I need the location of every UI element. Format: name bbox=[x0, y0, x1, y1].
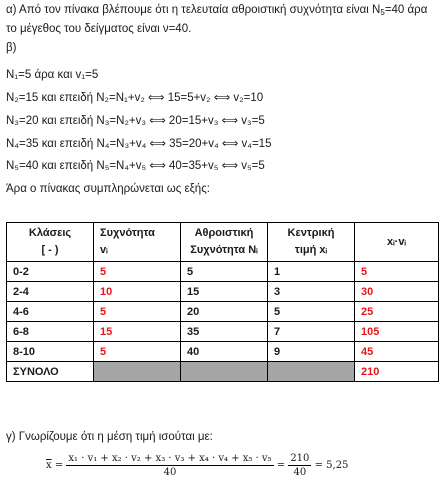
mean-symbol: $\overline{x}$ bbox=[46, 460, 52, 471]
part-c-line: γ) Γνωρίζουμε ότι η μέση τιμή ισούται με: bbox=[6, 431, 213, 443]
cell-center: 3 bbox=[268, 282, 355, 302]
cell-center: 7 bbox=[268, 322, 355, 342]
cell-frequency: 5 bbox=[94, 342, 181, 362]
mean-formula: $\overline{x}$ = $\frac{\text{x₁ · v₁ + x₂ · v₂ + x₃ · v₃ + x₄ · v₄ + x₅ · v₅}}{40}$ = $\frac{210}{40}$ = 5,25 bbox=[46, 453, 349, 478]
table-row bbox=[7, 282, 439, 302]
part-a-line-2: το μέγεθος του δείγματος είναι ν=40. bbox=[6, 23, 192, 35]
table-header-row bbox=[7, 223, 439, 262]
fraction-result bbox=[288, 453, 311, 478]
mean-result: = 5,25 bbox=[314, 460, 349, 471]
fraction-result-numerator: 210 bbox=[290, 453, 310, 464]
total-value: 210 bbox=[355, 362, 439, 382]
gray-cell bbox=[181, 362, 268, 382]
frequency-table bbox=[6, 222, 439, 382]
cell-cumulative: 35 bbox=[181, 322, 268, 342]
cell-frequency: 15 bbox=[94, 322, 181, 342]
cell-center: 1 bbox=[268, 262, 355, 282]
table-row bbox=[7, 262, 439, 282]
table-row bbox=[7, 322, 439, 342]
fraction-numerator: x₁ · v₁ + x₂ · v₂ + x₃ · v₃ + x₄ · v₄ + x₅ · v₅ bbox=[68, 453, 272, 464]
cell-product: 25 bbox=[355, 302, 439, 322]
equation-1: N₁=5 άρα και v₁=5 bbox=[6, 69, 99, 81]
cell-class: 0-2 bbox=[7, 262, 94, 282]
header-frequency: Συχνότητα vᵢ bbox=[94, 223, 181, 262]
header-classes: Κλάσεις [ - ) bbox=[7, 223, 94, 262]
cell-frequency: 5 bbox=[94, 262, 181, 282]
cell-class: 6-8 bbox=[7, 322, 94, 342]
total-label: ΣΥΝΟΛΟ bbox=[7, 362, 94, 382]
header-center: Κεντρική τιμή xᵢ bbox=[268, 223, 355, 262]
equation-3: N₃=20 και επειδή N₃=N₂+v₃ ⟺ 20=15+v₃ ⟺ v₃=5 bbox=[6, 115, 265, 127]
cell-cumulative: 15 bbox=[181, 282, 268, 302]
cell-cumulative: 20 bbox=[181, 302, 268, 322]
cell-class: 2-4 bbox=[7, 282, 94, 302]
cell-cumulative: 5 bbox=[181, 262, 268, 282]
cell-product: 5 bbox=[355, 262, 439, 282]
fraction-denominator: 40 bbox=[163, 467, 177, 478]
cell-frequency: 10 bbox=[94, 282, 181, 302]
table-row bbox=[7, 302, 439, 322]
header-product: xᵢ·vᵢ bbox=[355, 223, 439, 262]
part-b-label: β) bbox=[6, 42, 17, 54]
cell-cumulative: 40 bbox=[181, 342, 268, 362]
part-a-line-1: α) Από τον πίνακα βλέπουμε ότι η τελευταία αθροιστική συχνότητα είναι $N_5=40$ άρα bbox=[6, 4, 428, 17]
header-cumulative: Αθροιστική Συχνότητα Nᵢ bbox=[181, 223, 268, 262]
cell-center: 9 bbox=[268, 342, 355, 362]
table-intro: Άρα ο πίνακας συμπληρώνεται ως εξής: bbox=[6, 183, 210, 195]
gray-cell bbox=[268, 362, 355, 382]
cell-product: 45 bbox=[355, 342, 439, 362]
cell-frequency: 5 bbox=[94, 302, 181, 322]
table-row bbox=[7, 342, 439, 362]
equation-2: N₂=15 και επειδή N₂=N₁+v₂ ⟺ 15=5+v₂ ⟺ v₂=10 bbox=[6, 92, 264, 104]
cell-class: 4-6 bbox=[7, 302, 94, 322]
equation-4: N₄=35 και επειδή N₄=N₃+v₄ ⟺ 35=20+v₄ ⟺ v₄=15 bbox=[6, 138, 272, 150]
cell-product: 30 bbox=[355, 282, 439, 302]
gray-cell bbox=[94, 362, 181, 382]
fraction-result-denominator: 40 bbox=[293, 467, 307, 478]
cell-product: 105 bbox=[355, 322, 439, 342]
table-total-row bbox=[7, 362, 439, 382]
equation-5: N₅=40 και επειδή N₅=N₄+v₅ ⟺ 40=35+v₅ ⟺ v₅=5 bbox=[6, 160, 265, 172]
fraction-main bbox=[66, 453, 273, 478]
cell-center: 5 bbox=[268, 302, 355, 322]
cell-class: 8-10 bbox=[7, 342, 94, 362]
